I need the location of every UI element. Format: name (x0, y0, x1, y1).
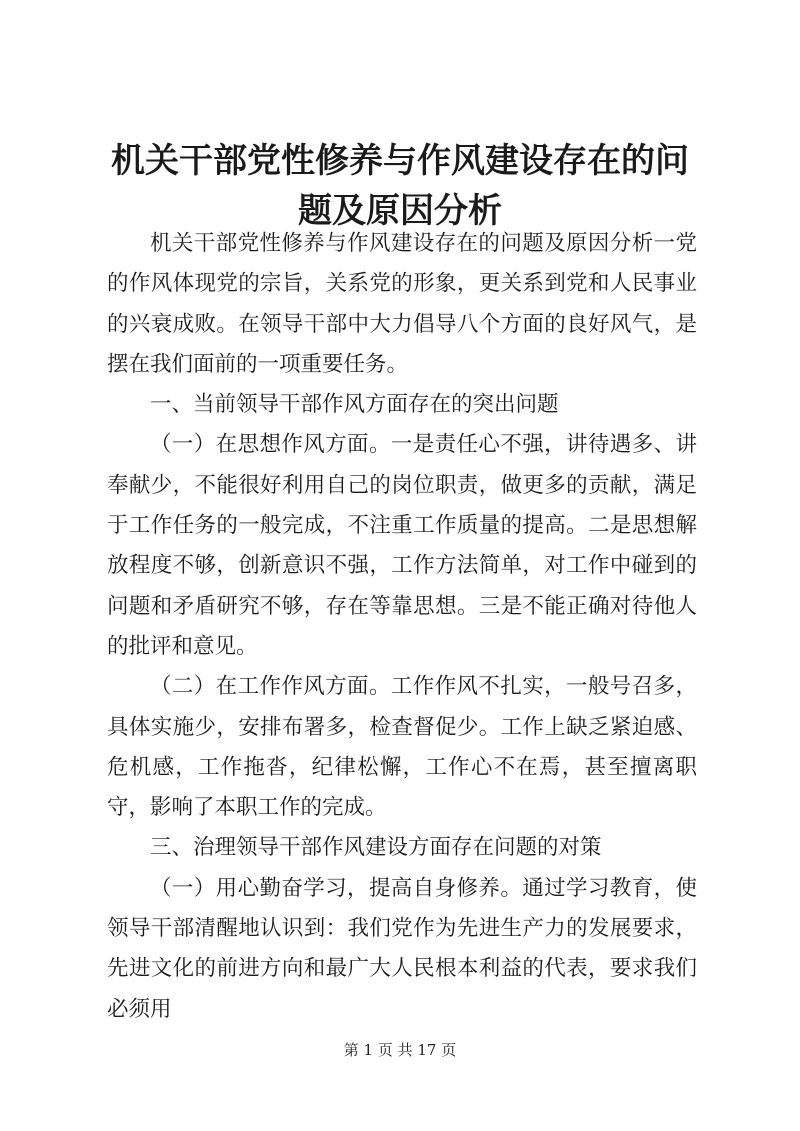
paragraph-work-style: （二）在工作作风方面。工作作风不扎实，一般号召多，具体实施少，安排布署多，检查督促少。工作上缺乏紧迫感、危机感，工作拖沓，纪律松懈，工作心不在焉，甚至擅离职守，影响了本职工作的完成。 (107, 674, 697, 821)
paragraph-study: （一）用心勤奋学习，提高自身修养。通过学习教育，使领导干部清醒地认识到：我们党作为先进生产力的发展要求，先进文化的前进方向和最广大人民根本利益的代表，要求我们必须用 (107, 875, 697, 1022)
paragraph-thought-style: （一）在思想作风方面。一是责任心不强，讲待遇多、讲奉献少，不能很好利用自己的岗位职责，做更多的贡献，满足于工作任务的一般完成，不注重工作质量的提高。二是思想解放程度不够，创新意识不强，工作方法简单，对工作中碰到的问题和矛盾研究不够，存在等靠思想。三是不能正确对待他人的批评和意见。 (107, 432, 697, 659)
document-title: 机关干部党性修养与作风建设存在的问题及原因分析 (111, 141, 689, 231)
section-heading-3: 三、治理领导干部作风建设方面存在问题的对策 (150, 835, 602, 861)
section-heading-1: 一、当前领导干部作风方面存在的突出问题 (150, 392, 559, 418)
document-body (107, 224, 697, 1030)
paragraph-intro: 机关干部党性修养与作风建设存在的问题及原因分析一党的作风体现党的宗旨，关系党的形象，更关系到党和人民事业的兴衰成败。在领导干部中大力倡导八个方面的良好风气，是摆在我们面前的一项重要任务。 (107, 231, 697, 377)
page-number: 第 1 页 共 17 页 (343, 1041, 457, 1059)
